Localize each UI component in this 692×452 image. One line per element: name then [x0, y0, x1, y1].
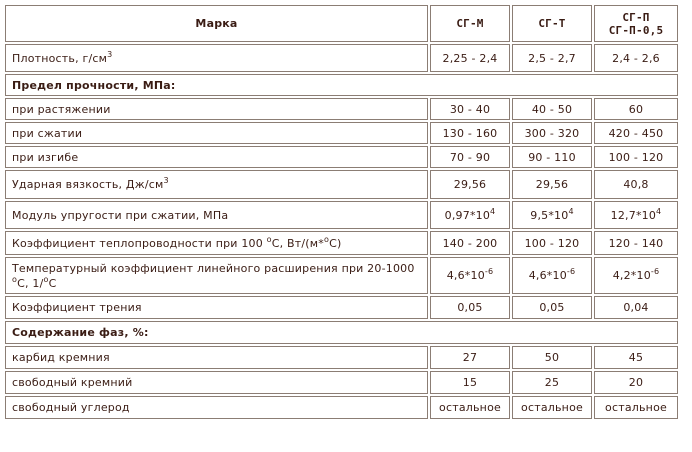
carbon-label: свободный углерод: [5, 396, 428, 419]
bending-sg-p: 100 - 120: [594, 146, 678, 168]
row-friction: [5, 296, 678, 319]
row-bending: [5, 146, 678, 168]
header-sg-p-line2: СГ-П-0,5: [608, 23, 664, 37]
tension-sg-t: 40 - 50: [512, 98, 592, 120]
density-label: Плотность, $г/см^3$: [5, 44, 428, 72]
header-sg-p-line1: СГ-П: [622, 10, 650, 24]
row-compression: [5, 122, 678, 144]
tension-sg-p: 60: [594, 98, 678, 120]
modulus-label: Модуль упругости при сжатии, МПа: [5, 201, 428, 229]
row-tension: [5, 98, 678, 120]
compression-label: при сжатии: [5, 122, 428, 144]
friction-sg-m: 0,05: [430, 296, 510, 319]
impact-sg-m: 29,56: [430, 170, 510, 199]
tension-label: при растяжении: [5, 98, 428, 120]
section-phases: [5, 321, 678, 344]
row-impact: [5, 170, 678, 199]
density-sg-m: 2,25 - 2,4: [430, 44, 510, 72]
row-si: [5, 371, 678, 394]
carbon-sg-m: остальное: [430, 396, 510, 419]
row-expansion: [5, 257, 678, 294]
bending-sg-m: 70 - 90: [430, 146, 510, 168]
si-sg-m: 15: [430, 371, 510, 394]
density-sg-p: 2,4 - 2,6: [594, 44, 678, 72]
modulus-sg-p: $12,7*10^4$: [594, 201, 678, 229]
row-modulus: [5, 201, 678, 229]
header-sg-p: [594, 5, 678, 42]
section-strength: [5, 74, 678, 96]
si-label: свободный кремний: [5, 371, 428, 394]
strength-section-title: Предел прочности, МПа:: [5, 74, 678, 96]
expansion-sg-t: $4,6*10^{-6}$: [512, 257, 592, 294]
conductivity-sg-m: 140 - 200: [430, 231, 510, 255]
si-sg-t: 25: [512, 371, 592, 394]
tension-sg-m: 30 - 40: [430, 98, 510, 120]
compression-sg-m: 130 - 160: [430, 122, 510, 144]
row-carbon: [5, 396, 678, 419]
friction-sg-t: 0,05: [512, 296, 592, 319]
header-mark: Марка: [5, 5, 428, 42]
expansion-label: Температурный коэффициент линейного расширения при 20-1000 $^o$С, 1/$^o$С: [5, 257, 428, 294]
si-sg-p: 20: [594, 371, 678, 394]
impact-sg-p: 40,8: [594, 170, 678, 199]
conductivity-sg-p: 120 - 140: [594, 231, 678, 255]
carbon-sg-t: остальное: [512, 396, 592, 419]
expansion-sg-m: $4,6*10^{-6}$: [430, 257, 510, 294]
carbon-sg-p: остальное: [594, 396, 678, 419]
expansion-sg-p: $4,2*10^{-6}$: [594, 257, 678, 294]
sic-sg-m: 27: [430, 346, 510, 369]
header-row: [5, 5, 678, 42]
compression-sg-t: 300 - 320: [512, 122, 592, 144]
modulus-sg-t: $9,5*10^4$: [512, 201, 592, 229]
impact-sg-t: 29,56: [512, 170, 592, 199]
phase-section-title: Содержание фаз, %:: [5, 321, 678, 344]
row-sic: [5, 346, 678, 369]
row-conductivity: [5, 231, 678, 255]
properties-table: [3, 3, 680, 421]
sic-sg-p: 45: [594, 346, 678, 369]
row-density: [5, 44, 678, 72]
bending-label: при изгибе: [5, 146, 428, 168]
sic-label: карбид кремния: [5, 346, 428, 369]
density-sg-t: 2,5 - 2,7: [512, 44, 592, 72]
bending-sg-t: 90 - 110: [512, 146, 592, 168]
conductivity-sg-t: 100 - 120: [512, 231, 592, 255]
friction-label: Коэффициент трения: [5, 296, 428, 319]
header-sg-t: СГ-Т: [512, 5, 592, 42]
modulus-sg-m: $0,97*10^4$: [430, 201, 510, 229]
header-sg-m: СГ-М: [430, 5, 510, 42]
friction-sg-p: 0,04: [594, 296, 678, 319]
compression-sg-p: 420 - 450: [594, 122, 678, 144]
impact-label: Ударная вязкость, $Дж/см^3$: [5, 170, 428, 199]
conductivity-label: Коэффициент теплопроводности при 100 $^o$С, Вт/(м*$^o$С): [5, 231, 428, 255]
sic-sg-t: 50: [512, 346, 592, 369]
